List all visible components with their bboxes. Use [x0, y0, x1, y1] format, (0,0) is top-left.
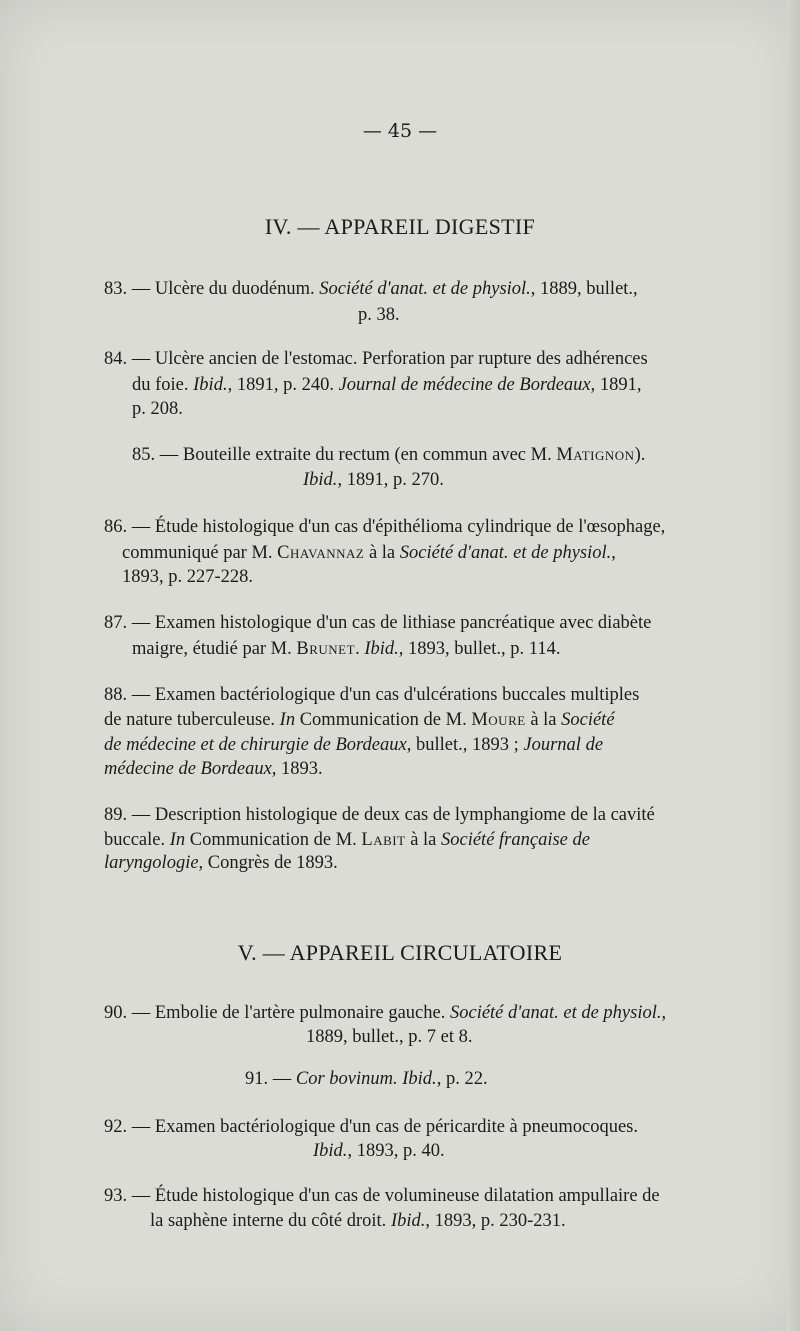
entry-number: 83.: [104, 279, 128, 299]
entry-86-line-3: 1893, p. 227-228.: [122, 567, 254, 587]
entry-number: 92.: [104, 1117, 128, 1137]
entry-86-line-2: communiqué par M. Chavannaz à la Société d'anat. et de physiol.,: [122, 543, 616, 563]
entry-number: 90.: [104, 1003, 128, 1023]
entry-93-line-2: la saphène interne du côté droit. Ibid., 1893, p. 230-231.: [150, 1211, 566, 1231]
entry-number: 84.: [104, 349, 128, 369]
entry-84-line-2: du foie. Ibid., 1891, p. 240. Journal de médecine de Bordeaux, 1891,: [132, 375, 642, 395]
entry-89-line-3: laryngologie, Congrès de 1893.: [104, 853, 338, 873]
entry-88-line-2: de nature tuberculeuse. In Communication de M. Moure à la Société: [104, 710, 615, 730]
entry-88-line-3: de médecine et de chirurgie de Bordeaux, bullet., 1893 ; Journal de: [104, 735, 604, 755]
entry-92-line-2: Ibid., 1893, p. 40.: [313, 1141, 445, 1161]
entry-90-line-1: 90. — Embolie de l'artère pulmonaire gauche. Société d'anat. et de physiol.,: [104, 1003, 667, 1023]
entry-93-line-1: 93. — Étude histologique d'un cas de volumineuse dilatation ampullaire de: [104, 1186, 660, 1206]
entry-92-line-1: 92. — Examen bactériologique d'un cas de péricardite à pneumocoques.: [104, 1117, 638, 1137]
entry-number: 86.: [104, 517, 128, 537]
entry-88-line-1: 88. — Examen bactériologique d'un cas d'ulcérations buccales multiples: [104, 685, 640, 705]
section-title-circulatoire: V. — APPAREIL CIRCULATOIRE: [237, 940, 563, 965]
entry-86-line-1: 86. — Étude histologique d'un cas d'épithélioma cylindrique de l'œsophage,: [104, 517, 666, 537]
page-number: — 45 —: [362, 120, 438, 142]
entry-number: 88.: [104, 685, 128, 705]
entry-84-line-3: p. 208.: [132, 399, 183, 419]
entry-91-line-1: 91. — Cor bovinum. Ibid., p. 22.: [245, 1069, 488, 1089]
entry-number: 89.: [104, 805, 128, 825]
entry-number: 93.: [104, 1186, 128, 1206]
entry-85-line-1: 85. — Bouteille extraite du rectum (en commun avec M. Matignon).: [132, 445, 646, 465]
entry-87-line-2: maigre, étudié par M. Brunet. Ibid., 1893, bullet., p. 114.: [132, 639, 561, 659]
entry-87-line-1: 87. — Examen histologique d'un cas de lithiase pancréatique avec diabète: [104, 613, 652, 633]
section-title-digestif: IV. — APPAREIL DIGESTIF: [264, 214, 536, 239]
entry-84-line-1: 84. — Ulcère ancien de l'estomac. Perforation par rupture des adhérences: [104, 349, 648, 369]
entry-89-line-1: 89. — Description histologique de deux cas de lymphangiome de la cavité: [104, 805, 655, 825]
entry-83-line-1: 83. — Ulcère du duodénum. Société d'anat. et de physiol., 1889, bullet.,: [104, 279, 638, 299]
page-edge-shadow: [786, 0, 800, 1331]
entry-83-line-2: p. 38.: [358, 305, 400, 325]
entry-88-line-4: médecine de Bordeaux, 1893.: [104, 759, 323, 779]
entry-89-line-2: buccale. In Communication de M. Labit à la Société française de: [104, 830, 590, 850]
entry-number: 87.: [104, 613, 128, 633]
entry-90-line-2: 1889, bullet., p. 7 et 8.: [306, 1027, 473, 1047]
entry-85-line-2: Ibid., 1891, p. 270.: [303, 470, 444, 490]
entry-number: 91.: [245, 1069, 269, 1089]
entry-number: 85.: [132, 445, 156, 465]
